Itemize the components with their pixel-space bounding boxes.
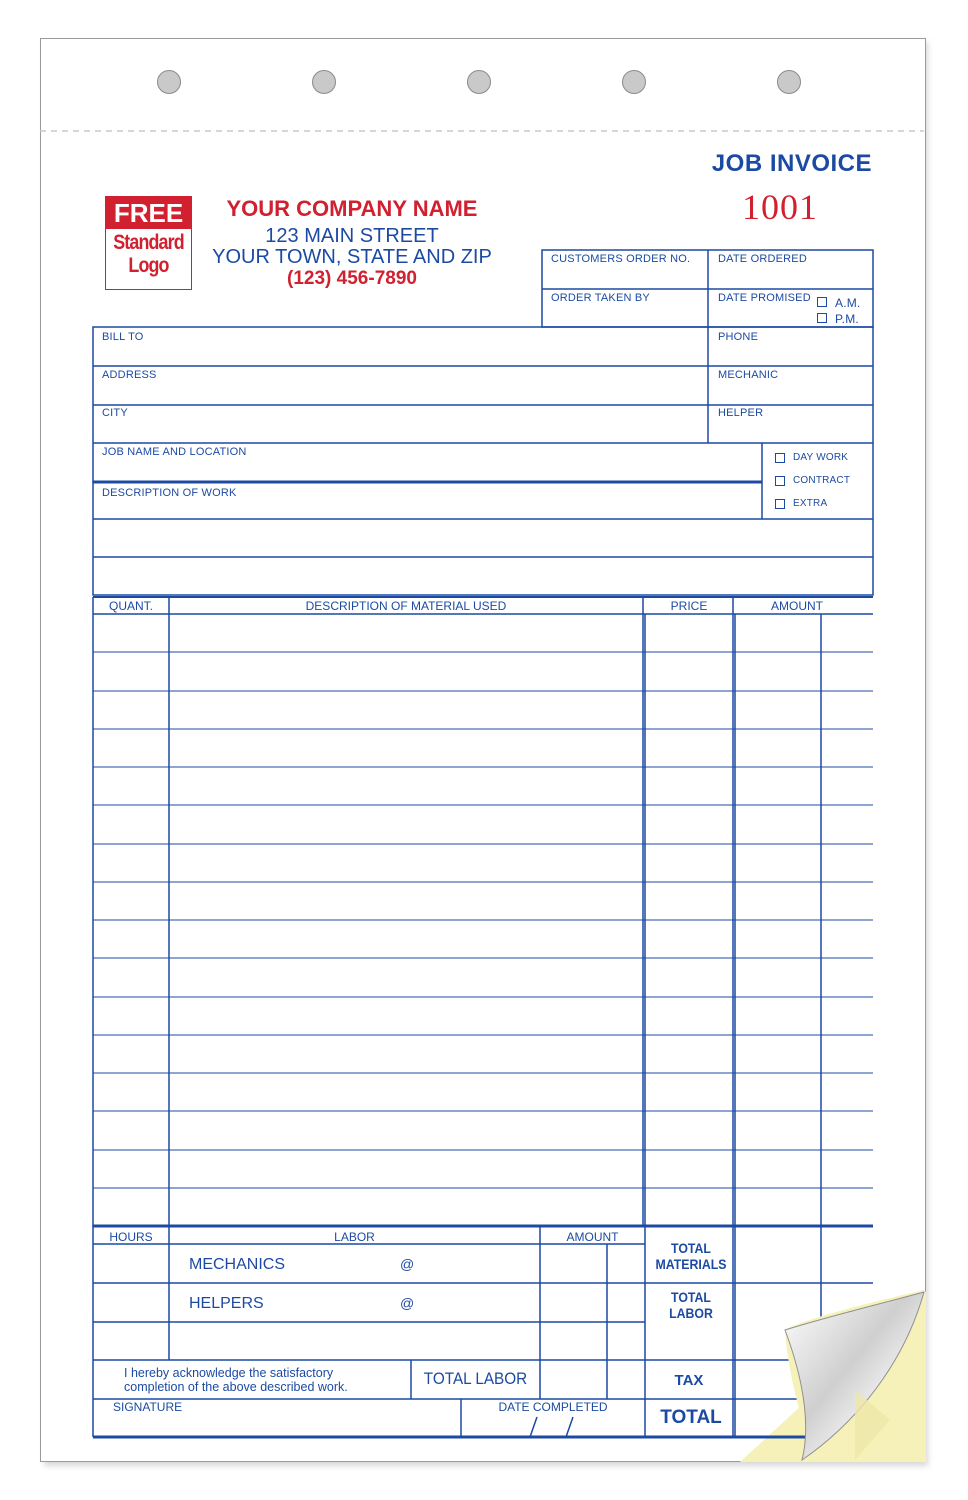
mechanics-label: MECHANICS [189,1256,286,1273]
day-work-checkbox[interactable] [775,453,785,463]
address-label: ADDRESS [102,369,157,381]
tax-label: TAX [674,1372,704,1389]
helpers-at-sign: @ [400,1295,415,1311]
form-title: JOB INVOICE [711,150,872,177]
acknowledgement-text: I hereby acknowledge the satisfactory completion of the above described work. [124,1366,348,1394]
invoice-number: 1001 [742,187,818,227]
labor-header: LABOR [334,1230,375,1244]
order-taken-by-label: ORDER TAKEN BY [551,292,650,304]
date-promised-label: DATE PROMISED [718,292,811,304]
quant-header: QUANT. [108,599,153,613]
am-label: A.M. [835,296,861,310]
hours-header: HOURS [109,1230,153,1244]
material-description-header: DESCRIPTION OF MATERIAL USED [305,599,507,613]
signature-label: SIGNATURE [113,1400,183,1414]
helpers-label: HELPERS [189,1295,264,1312]
total-materials-label: TOTAL MATERIALS [655,1240,727,1272]
grand-total-label: TOTAL [660,1407,722,1428]
mechanic-label: MECHANIC [718,369,779,381]
bill-to-label: BILL TO [102,331,144,343]
day-work-label: DAY WORK [793,452,849,463]
city-label: CITY [102,407,128,419]
logo-line-standard: Standard [113,231,184,254]
job-name-label: JOB NAME AND LOCATION [102,446,247,458]
pm-label: P.M. [835,312,859,326]
company-city: YOUR TOWN, STATE AND ZIP [212,246,492,268]
pm-checkbox[interactable] [817,313,827,323]
price-header: PRICE [670,599,708,613]
amount-header: AMOUNT [771,599,823,613]
phone-label: PHONE [718,331,759,343]
logo-line-logo: Logo [128,254,169,277]
total-labor-label: TOTAL LABOR [423,1369,528,1388]
contract-label: CONTRACT [793,475,851,486]
description-of-work-label: DESCRIPTION OF WORK [102,487,237,499]
helper-label: HELPER [718,407,764,419]
logo [105,196,192,290]
customers-order-no-label: CUSTOMERS ORDER NO. [551,253,691,265]
extra-checkbox[interactable] [775,499,785,509]
labor-amount-header: AMOUNT [566,1230,619,1244]
am-checkbox[interactable] [817,297,827,307]
date-ordered-label: DATE ORDERED [718,253,807,265]
totals-labor-label: TOTAL LABOR [669,1289,713,1321]
mechanics-at-sign: @ [400,1256,415,1272]
company-name: YOUR COMPANY NAME [226,196,478,221]
contract-checkbox[interactable] [775,476,785,486]
company-phone: (123) 456-7890 [287,268,417,289]
company-street: 123 MAIN STREET [265,225,439,247]
extra-label: EXTRA [793,498,828,509]
logo-free-banner: FREE [106,197,191,229]
date-completed-label: DATE COMPLETED [498,1400,608,1414]
